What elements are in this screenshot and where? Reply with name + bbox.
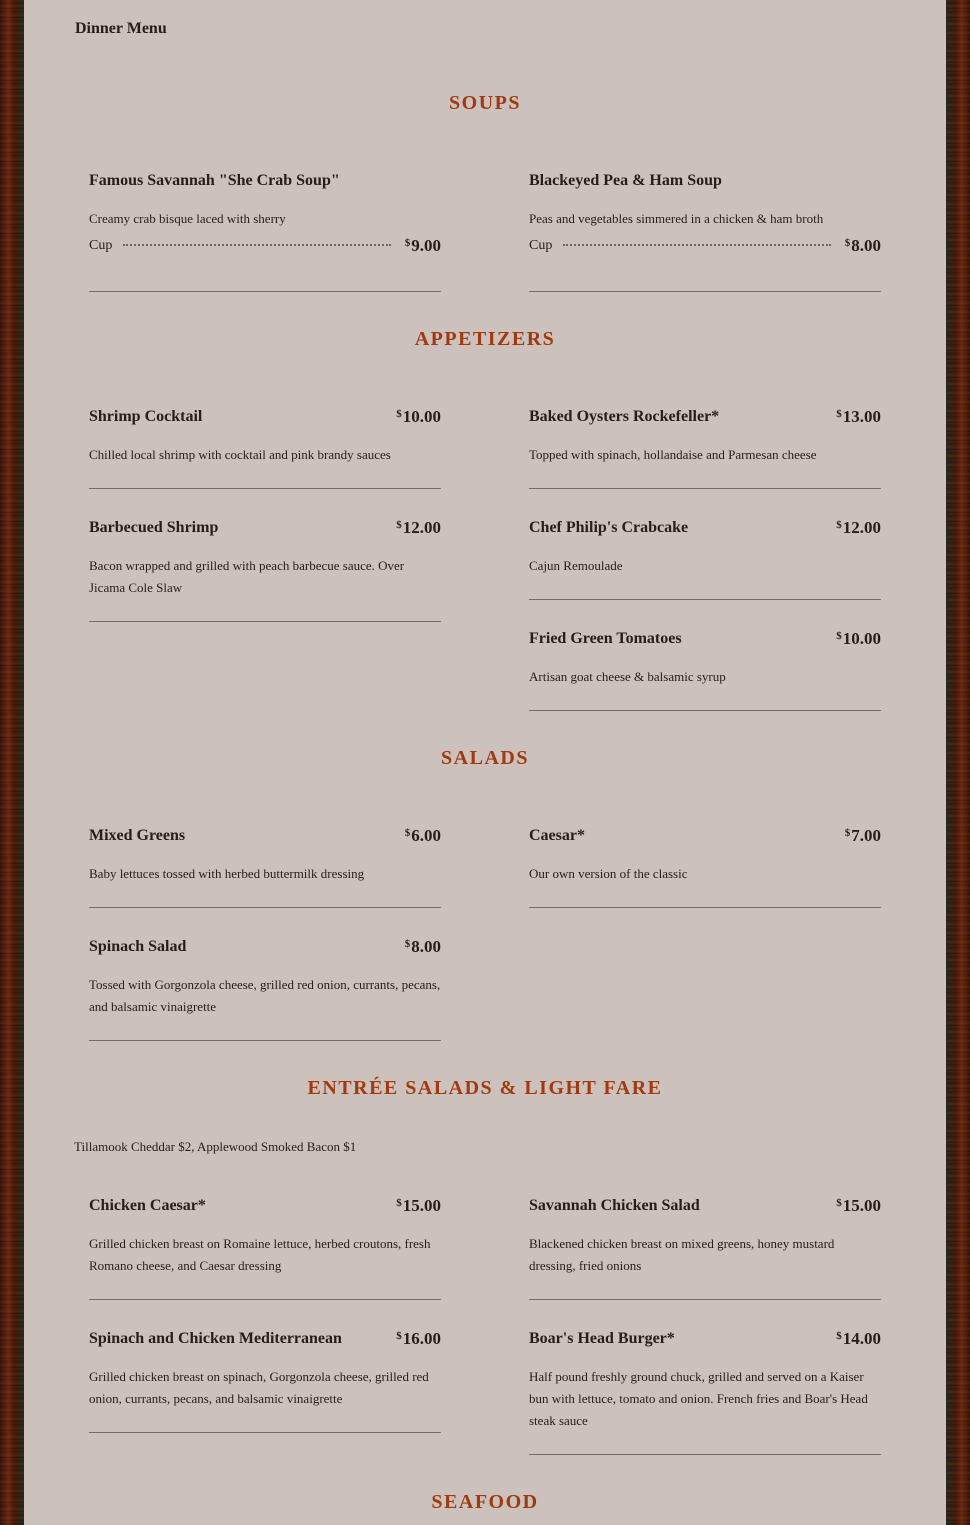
- item-name: Boar's Head Burger*: [529, 1330, 675, 1347]
- item-description: Baby lettuces tossed with herbed buttermilk dressing: [89, 866, 365, 881]
- item-name: Baked Oysters Rockefeller*: [529, 408, 720, 425]
- menu-item-crabcake: [529, 519, 881, 600]
- item-description: Our own version of the classic: [529, 866, 688, 881]
- item-description: Cajun Remoulade: [529, 558, 623, 573]
- item-price: $16.00: [396, 1329, 441, 1348]
- menu-item-savannah-chicken-salad: [529, 1197, 881, 1300]
- section-title-seafood: SEAFOOD: [431, 1491, 539, 1513]
- size-price-row: [89, 236, 441, 260]
- menu-page: [24, 0, 946, 1525]
- menu-item-oysters-rockefeller: [529, 408, 881, 489]
- item-description: Grilled chicken breast on spinach, Gorgonzola cheese, grilled red onion, currants, pecans, and balsamic vinaigrette: [89, 1369, 429, 1406]
- item-description: Half pound freshly ground chuck, grilled and served on a Kaiser bun with lettuce, tomato and onion. French fries and Boar's Head steak sauce: [529, 1369, 868, 1428]
- size-label: Cup: [529, 238, 553, 253]
- menu-item-chicken-caesar: [89, 1197, 441, 1300]
- item-name: Chef Philip's Crabcake: [529, 519, 689, 536]
- item-price: $10.00: [836, 629, 881, 648]
- item-price: $15.00: [836, 1196, 881, 1215]
- item-name: Fried Green Tomatoes: [529, 630, 682, 647]
- menu-item-she-crab-soup: [89, 172, 441, 292]
- item-name: Mixed Greens: [89, 827, 186, 844]
- menu-item-boars-head-burger: [529, 1330, 881, 1455]
- item-description: Topped with spinach, hollandaise and Parmesan cheese: [529, 447, 817, 462]
- item-name: Shrimp Cocktail: [89, 408, 203, 425]
- item-name: Savannah Chicken Salad: [529, 1197, 700, 1214]
- menu-item-shrimp-cocktail: [89, 408, 441, 489]
- menu-item-spinach-salad: [89, 938, 441, 1041]
- section-title-appetizers: APPETIZERS: [414, 328, 556, 350]
- item-description: Blackened chicken breast on mixed greens, honey mustard dressing, fried onions: [529, 1236, 835, 1273]
- dot-leader: [123, 244, 391, 246]
- item-price: $15.00: [396, 1196, 441, 1215]
- item-price: $6.00: [404, 826, 441, 845]
- item-name: Caesar*: [529, 827, 585, 844]
- item-name: Blackeyed Pea & Ham Soup: [529, 172, 722, 189]
- menu-item-mixed-greens: [89, 827, 441, 908]
- menu-item-blackeyed-pea-soup: [529, 172, 881, 292]
- item-name: Barbecued Shrimp: [89, 519, 219, 536]
- item-name: Spinach Salad: [89, 938, 187, 955]
- item-description: Creamy crab bisque laced with sherry: [89, 211, 286, 226]
- item-price: $13.00: [836, 407, 881, 426]
- item-price: $9.00: [404, 236, 441, 255]
- item-price: $8.00: [404, 937, 441, 956]
- menu-item-barbecued-shrimp: [89, 519, 441, 622]
- section-title-entree-salads: ENTRÉE SALADS & LIGHT FARE: [307, 1077, 663, 1099]
- dot-leader: [563, 244, 831, 246]
- item-price: $7.00: [844, 826, 881, 845]
- add-on-note: Tillamook Cheddar $2, Applewood Smoked Bacon $1: [74, 1139, 357, 1154]
- right-wood-border: [946, 0, 970, 1525]
- item-description: Grilled chicken breast on Romaine lettuce, herbed croutons, fresh Romano cheese, and Caesar dressing: [89, 1236, 431, 1273]
- left-wood-border: [0, 0, 24, 1525]
- item-price: $14.00: [836, 1329, 881, 1348]
- section-title-soups: SOUPS: [449, 92, 521, 114]
- item-description: Tossed with Gorgonzola cheese, grilled red onion, currants, pecans, and balsamic vinaigrette: [89, 977, 441, 1014]
- menu-item-spinach-chicken-mediterranean: [89, 1330, 441, 1433]
- item-description: Bacon wrapped and grilled with peach barbecue sauce. Over Jicama Cole Slaw: [89, 558, 405, 595]
- menu-item-caesar: [529, 827, 881, 908]
- item-description: Peas and vegetables simmered in a chicken & ham broth: [529, 211, 824, 226]
- item-description: Chilled local shrimp with cocktail and pink brandy sauces: [89, 447, 391, 462]
- item-description: Artisan goat cheese & balsamic syrup: [529, 669, 726, 684]
- item-price: $12.00: [396, 518, 441, 537]
- item-name: Chicken Caesar*: [89, 1197, 206, 1214]
- section-title-salads: SALADS: [441, 747, 529, 769]
- item-price: $8.00: [844, 236, 881, 255]
- page-title: Dinner Menu: [75, 20, 167, 37]
- item-price: $10.00: [396, 407, 441, 426]
- item-name: Spinach and Chicken Mediterranean: [89, 1330, 342, 1347]
- menu-item-fried-green-tomatoes: [529, 630, 881, 711]
- item-price: $12.00: [836, 518, 881, 537]
- size-price-row: [529, 236, 881, 260]
- item-name: Famous Savannah "She Crab Soup": [89, 172, 340, 189]
- size-label: Cup: [89, 238, 113, 253]
